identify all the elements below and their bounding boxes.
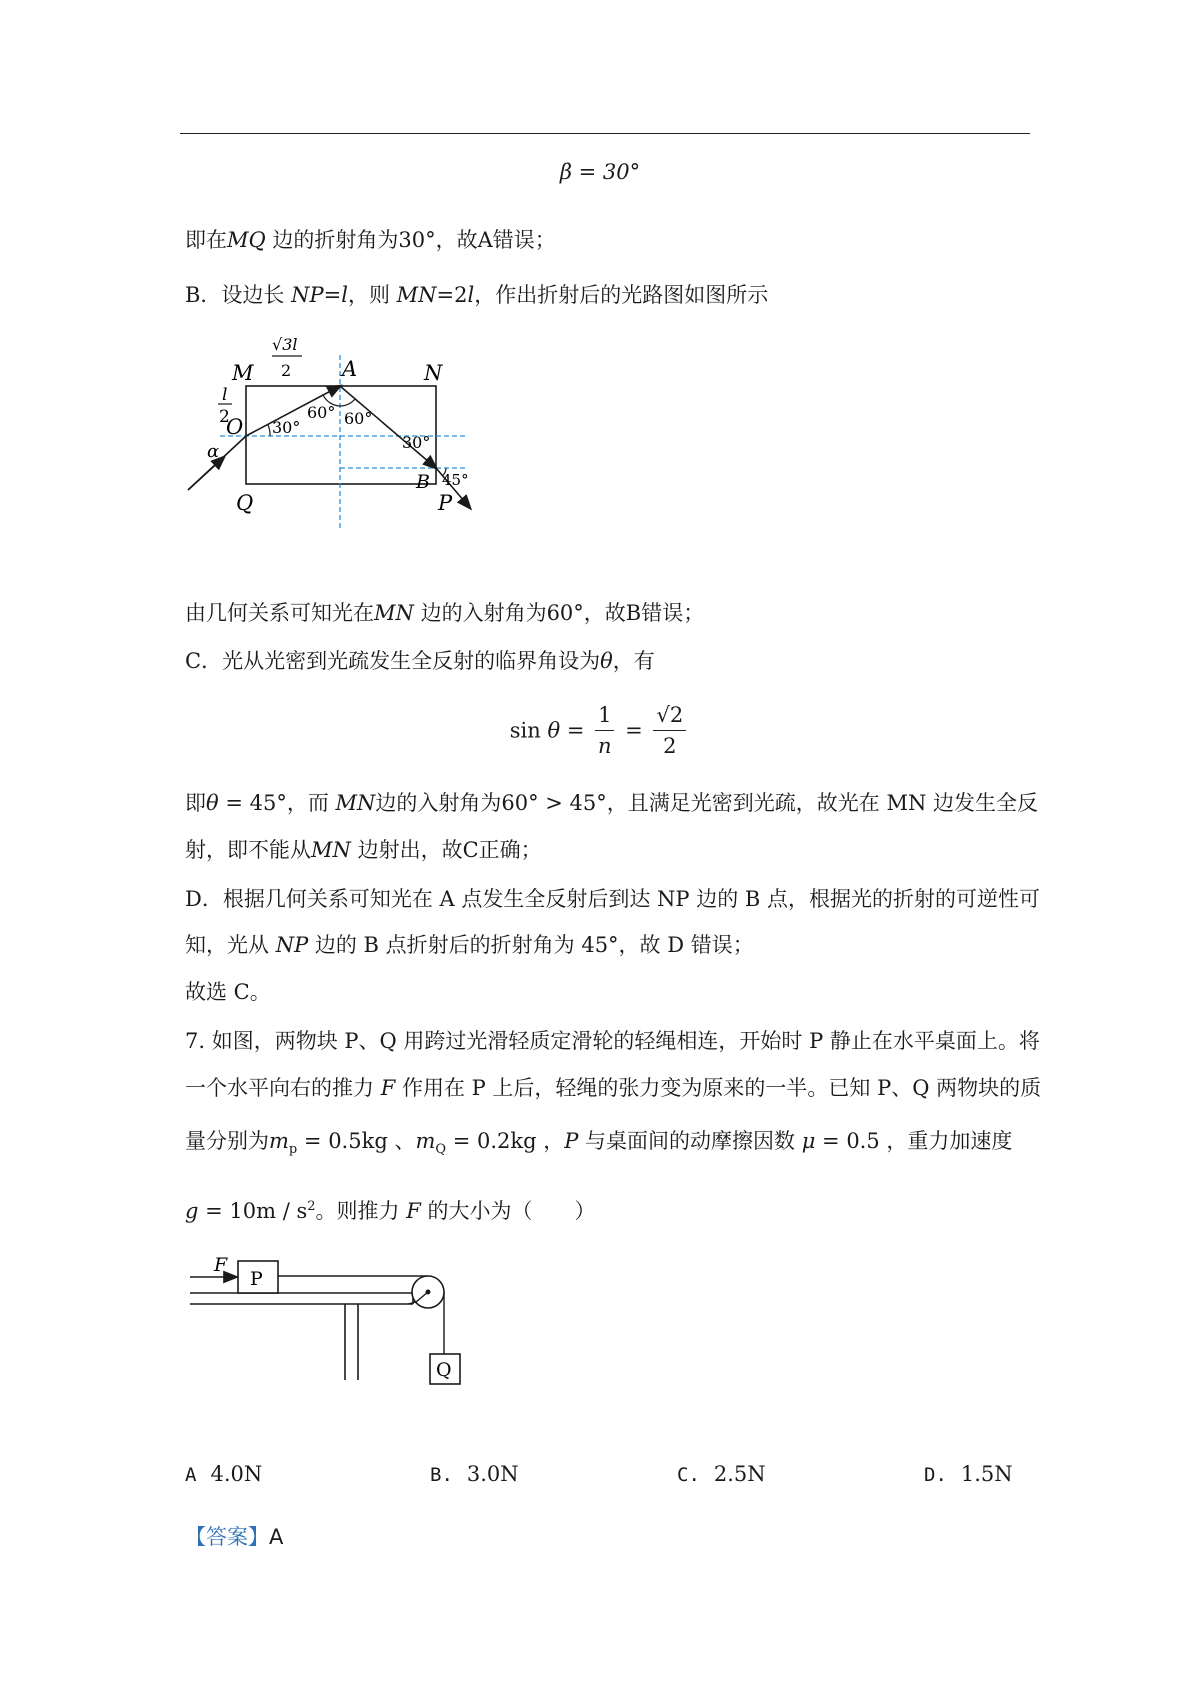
sin-equation: sin θ = $\frac{1}{n}$ = $\frac{√2}{2}$ — [0, 700, 1200, 761]
optics-diagram — [180, 330, 500, 540]
label-b: B — [416, 471, 430, 493]
option-c[interactable]: C. 2.5N — [677, 1462, 766, 1486]
pulley-diagram — [180, 1240, 480, 1400]
label-block-p: P — [250, 1268, 263, 1290]
label-two: 2 — [219, 407, 230, 427]
answer-line: 【答案】A — [185, 1525, 284, 1549]
label-o: O — [226, 415, 244, 439]
label-l: l — [222, 385, 228, 405]
angle-arc-60b — [340, 399, 355, 406]
paragraph-total-reflection: 射，即不能从MN 边射出，故C正确； — [185, 838, 542, 862]
label-two-b: 2 — [281, 361, 292, 380]
beta-equation: β = 30° — [559, 160, 641, 184]
label-n: N — [424, 361, 443, 385]
label-force: F — [214, 1254, 228, 1276]
paragraph-c: C．光从光密到光疏发生全反射的临界角设为θ，有 — [185, 649, 655, 673]
option-a[interactable]: A 4.0N — [185, 1462, 263, 1486]
paragraph-d-cont: 知，光从 NP 边的 B 点折射后的折射角为 45°，故 D 错误； — [185, 933, 754, 957]
angle-arc-30 — [268, 425, 270, 436]
label-alpha: α — [207, 441, 220, 462]
option-d[interactable]: D. 1.5N — [924, 1462, 1013, 1486]
paragraph-d: D．根据几何关系可知光在 A 点发生全反射后到达 NP 边的 B 点，根据光的折射的可逆性可 — [185, 887, 1040, 911]
paragraph-mq: 即在MQ 边的折射角为30°，故A错误； — [185, 228, 556, 252]
paragraph-b: B．设边长 NP=l，则 MN=2l，作出折射后的光路图如图所示 — [185, 283, 769, 307]
label-60a: 60° — [307, 403, 336, 422]
label-60b: 60° — [344, 409, 373, 428]
option-b[interactable]: B. 3.0N — [430, 1462, 519, 1486]
question-7-line3: 量分别为$m_p = 0.5kg$ 、$m_Q = 0.2kg$ ，P 与桌面间的动摩擦因数 μ = 0.5 ，重力加速度 — [185, 1129, 1013, 1158]
label-30b: 30° — [402, 433, 431, 452]
paragraph-incidence: 由几何关系可知光在MN 边的入射角为60°，故B错误； — [185, 601, 705, 625]
paragraph-choose: 故选 C。 — [185, 980, 271, 1004]
question-7-line1: 7. 如图，两物块 P、Q 用跨过光滑轻质定滑轮的轻绳相连，开始时 P 静止在水平桌面上。将 — [185, 1029, 1040, 1053]
question-7-line4: $g = 10m / s^2$。则推力 F 的大小为（ ） — [185, 1199, 596, 1223]
label-sqrt3l: √3l — [272, 335, 298, 354]
label-m: M — [232, 361, 254, 385]
label-a: A — [342, 357, 358, 381]
header-rule — [180, 133, 1030, 134]
label-30a: 30° — [272, 418, 301, 437]
label-block-q: Q — [436, 1359, 452, 1381]
label-q: Q — [236, 491, 254, 515]
label-p: P — [438, 491, 453, 515]
paragraph-theta: 即θ = 45°，而 MN边的入射角为60° > 45°，且满足光密到光疏，故光在 MN 边发生全反 — [185, 791, 1039, 815]
question-7-line2: 一个水平向右的推力 F 作用在 P 上后，轻绳的张力变为原来的一半。已知 P、Q 两物块的质 — [185, 1076, 1042, 1100]
label-45: 45° — [442, 471, 469, 489]
